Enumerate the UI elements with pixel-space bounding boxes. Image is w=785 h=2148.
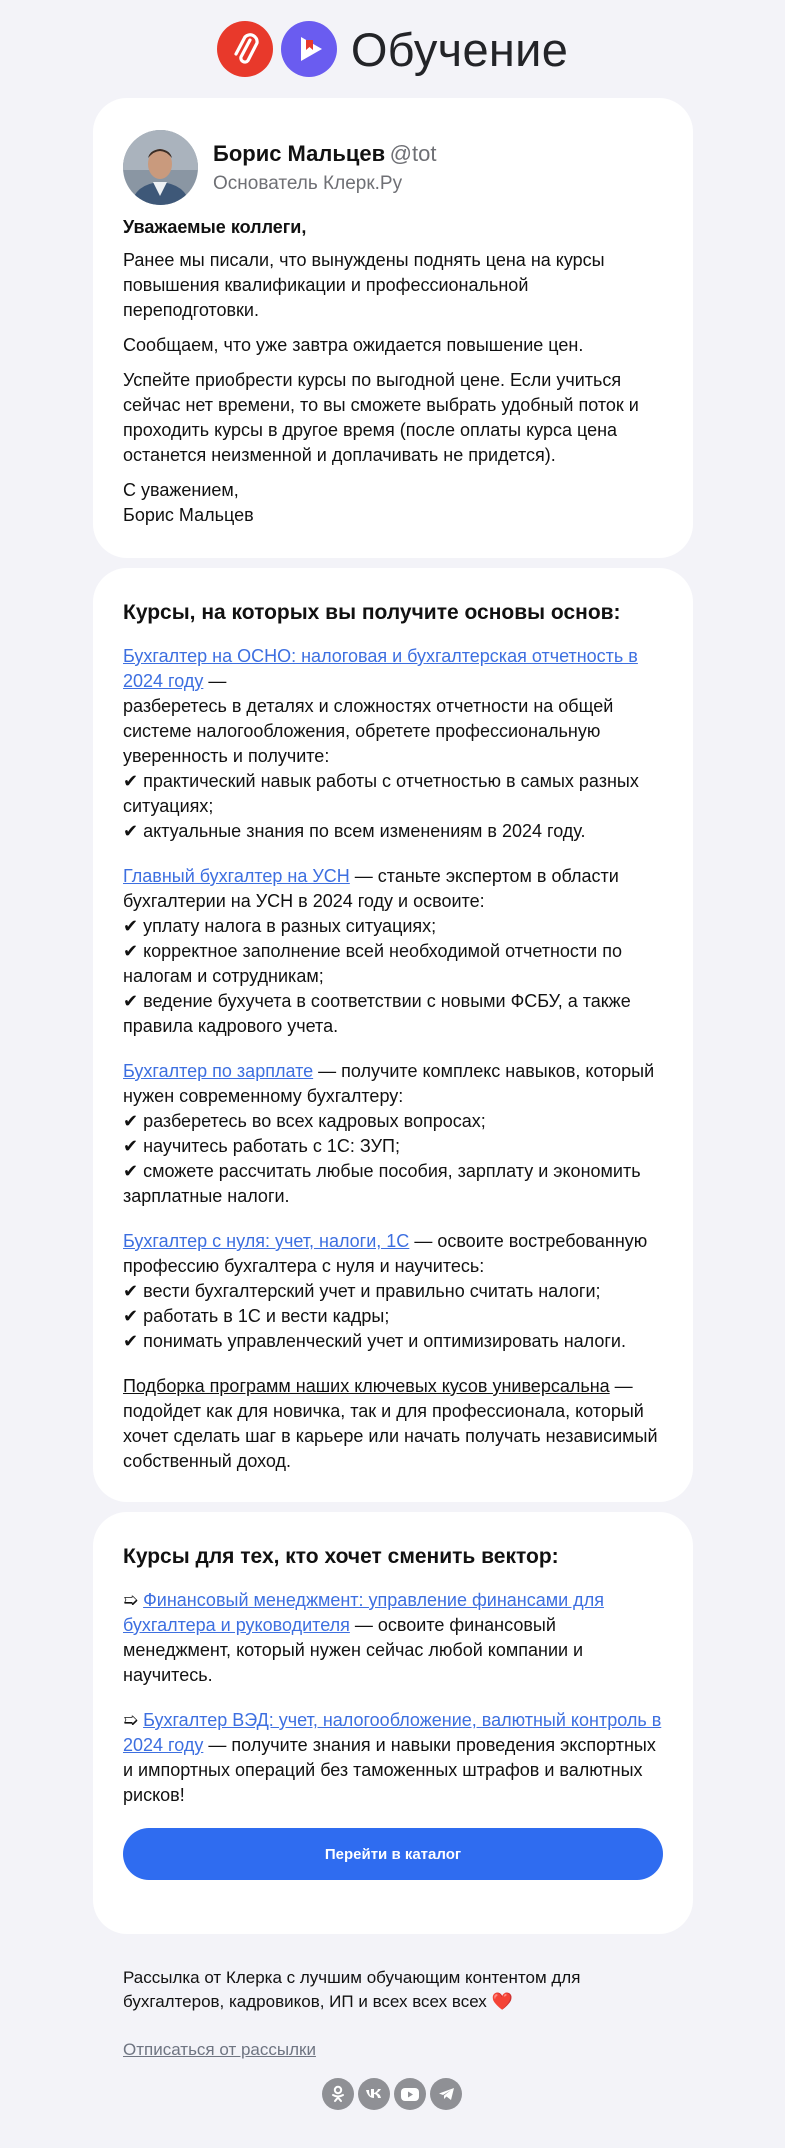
course-link-collection[interactable]: Подборка программ наших ключевых кусов универсальна [123,1376,610,1396]
course-item [123,1229,663,1354]
footer-text [123,1966,663,2014]
course-item [123,1374,663,1474]
course-link-finance[interactable]: Финансовый менеджмент: управление финансами для бухгалтера и руководителя [123,1590,604,1635]
author-block [123,130,663,205]
telegram-icon[interactable] [430,2078,462,2110]
course-bullet: ✔ вести бухгалтерский учет и правильно считать налоги; [123,1281,601,1301]
arrow-icon: ➯ [123,1710,144,1730]
ok-icon[interactable] [322,2078,354,2110]
section-title: Курсы для тех, кто хочет сменить вектор: [123,1545,559,1568]
signature-line: С уважением, [123,480,239,500]
heart-icon: ❤️ [491,1992,513,2011]
youtube-icon[interactable] [394,2078,426,2110]
letter-card [93,98,693,558]
course-bullet: ✔ научитесь работать с 1С: ЗУП; [123,1136,400,1156]
course-dash: — [203,671,227,691]
letter-paragraph: Ранее мы писали, что вынуждены поднять цена на курсы повышения квалификации и профессиональной переподготовки. [123,250,605,320]
course-description: — подойдет как для новичка, так и для профессионала, который хочет сделать шаг в карьере или начать получать независимый собственный доход. [123,1376,658,1471]
letter-paragraph: Успейте приобрести курсы по выгодной цене. Если учиться сейчас нет времени, то вы сможете выбрать удобный поток и проходить курсы в другое время (после оплаты курса цена останется неизменной и доплачивать не придется). [123,370,639,465]
vector-courses-card [93,1512,693,1934]
signature-name: Борис Мальцев [123,505,254,525]
course-description: разберетесь в деталях и сложностях отчетности на общей системе налогообложения, обретете профессиональную уверенность и получите: [123,696,614,766]
course-link-salary[interactable]: Бухгалтер по зарплате [123,1061,314,1081]
course-description: — освоите финансовый менеджмент, который нужен сейчас любой компании и научитесь. [123,1615,584,1685]
course-bullet: ✔ практический навык работы с отчетностью в самых разных ситуациях; [123,771,639,816]
course-bullet: ✔ корректное заполнение всей необходимой отчетности по налогам и сотрудникам; [123,941,622,986]
course-bullet: ✔ сможете рассчитать любые пособия, зарплату и экономить зарплатные налоги. [123,1161,641,1206]
basics-courses-card [93,568,693,1502]
catalog-button[interactable]: Перейти в каталог [123,1828,663,1880]
course-bullet: ✔ актуальные знания по всем изменениям в 2024 году. [123,821,586,841]
course-bullet: ✔ разберетесь во всех кадровых вопросах; [123,1111,486,1131]
course-bullet: ✔ работать в 1С и вести кадры; [123,1306,390,1326]
author-role: Основатель Клерк.Ру [213,172,403,194]
clerk-logo-icon[interactable] [217,21,273,77]
course-item [123,1059,663,1209]
header [0,0,785,98]
letter-paragraph: Сообщаем, что уже завтра ожидается повышение цен. [123,335,584,355]
course-bullet: ✔ уплату налога в разных ситуациях; [123,916,437,936]
greeting: Уважаемые коллеги, [123,217,307,237]
signature [123,478,663,528]
course-link-zero[interactable]: Бухгалтер с нуля: учет, налоги, 1С [123,1231,410,1251]
course-bullet: ✔ ведение бухучета в соответствии с новыми ФСБУ, а также правила кадрового учета. [123,991,631,1036]
course-description: — станьте экспертом в области бухгалтерии на УСН в 2024 году и освоите: [123,866,619,911]
social-icons [322,2078,462,2110]
course-bullet: ✔ понимать управленческий учет и оптимизировать налоги. [123,1331,626,1351]
vk-icon[interactable] [358,2078,390,2110]
course-link-usn[interactable]: Главный бухгалтер на УСН [123,866,350,886]
course-item [123,644,663,844]
course-description: — получите комплекс навыков, который нужен современному бухгалтеру: [123,1061,655,1106]
section-title: Курсы, на которых вы получите основы основ: [123,601,621,624]
course-description: — освоите востребованную профессию бухгалтера с нуля и научитесь: [123,1231,648,1276]
avatar [123,130,198,205]
footer-description: Рассылка от Клерка с лучшим обучающим контентом для бухгалтеров, кадровиков, ИП и всех всех всех [123,1968,581,2011]
course-item [123,1708,663,1808]
author-name: Борис Мальцев [213,140,386,166]
education-play-icon[interactable] [281,21,337,77]
course-item [123,864,663,1039]
arrow-icon: ➯ [123,1590,144,1610]
unsubscribe-link[interactable]: Отписаться от рассылки [123,2040,316,2059]
course-description: — получите знания и навыки проведения экспортных и импортных операций без таможенных штрафов и валютных рисков! [123,1735,656,1805]
course-link-ved[interactable]: Бухгалтер ВЭД: учет, налогообложение, валютный контроль в 2024 году [123,1710,662,1755]
footer [123,1966,663,2060]
course-item [123,1588,663,1688]
course-link-osno[interactable]: Бухгалтер на ОСНО: налоговая и бухгалтерская отчетность в 2024 году [123,646,638,691]
brand-title: Обучение [350,22,569,76]
author-handle: @tot [389,140,437,166]
